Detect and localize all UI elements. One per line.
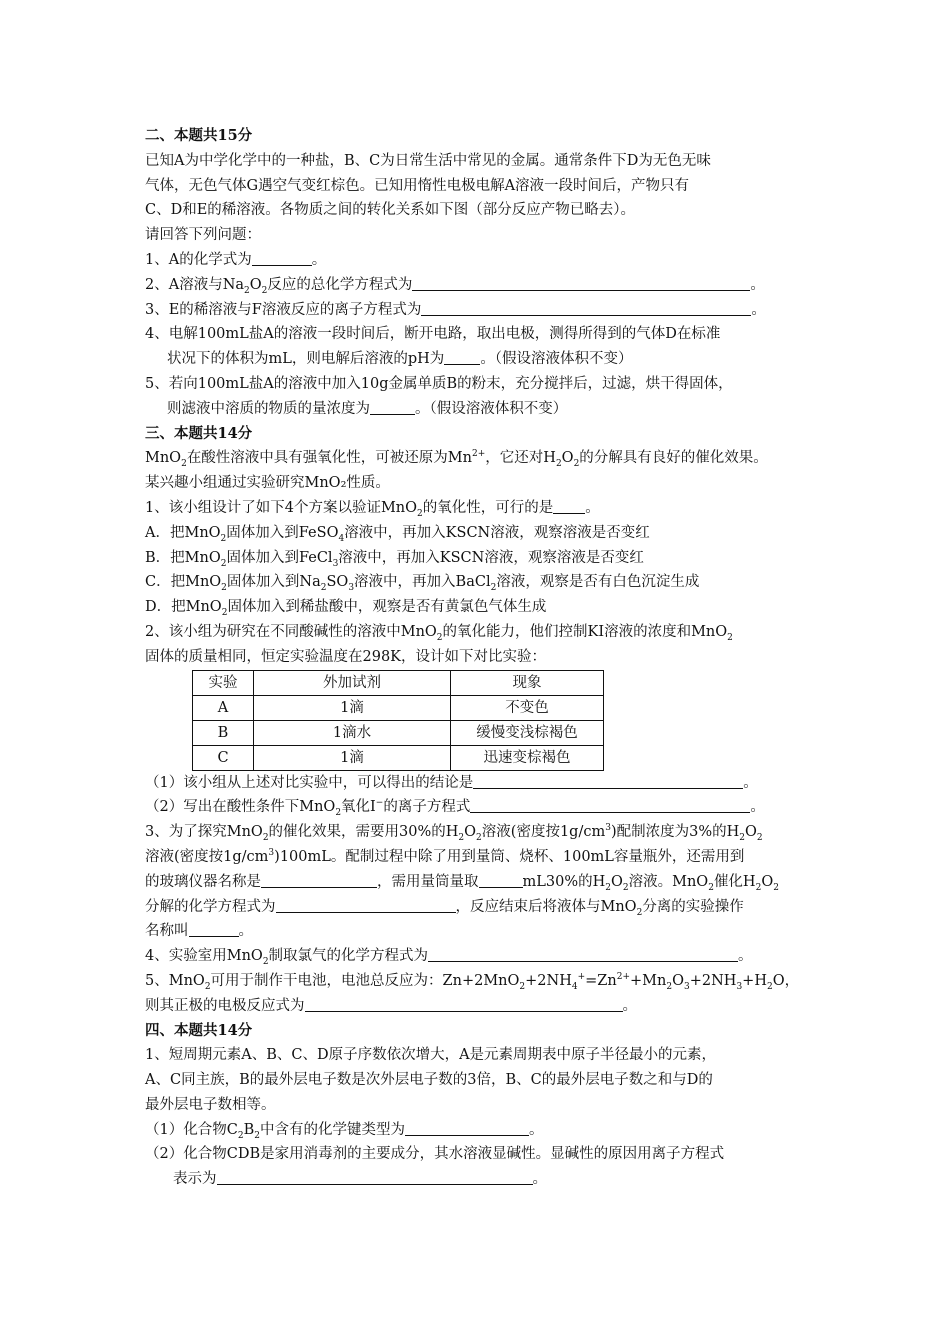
answer-blank[interactable] bbox=[428, 946, 738, 962]
section-3-title: 三、本题共14分 bbox=[145, 424, 253, 442]
table-header-cell: 外加试剂 bbox=[254, 670, 451, 695]
s3-intro-line: MnO$_2$在酸性溶液中具有强氧化性，可被还原为$Mn^{2+}$，它还对$H_2O_2$的分解具有良好的催化效果。 bbox=[145, 449, 768, 470]
answer-blank[interactable] bbox=[370, 399, 415, 415]
table-cell: 缓慢变浅棕褐色 bbox=[451, 720, 604, 745]
section-2-title: 二、本题共15分 bbox=[145, 127, 253, 144]
s2-question-4: 4、电解100mL盐A的溶液一段时间后，断开电路，取出电极，测得所得到的气体D在标准 bbox=[145, 326, 721, 343]
answer-blank[interactable] bbox=[412, 275, 750, 291]
option-c: C．把MnO$_2$固体加入到$Na_2SO_3$溶液中，再加入BaCl$_2$溶液，观察是否有白色沉淀生成 bbox=[145, 574, 700, 594]
s3-question-2-part-1: （1）该小组从上述对比实验中，可以得出的结论是 。 bbox=[145, 774, 758, 791]
answer-blank[interactable] bbox=[305, 996, 623, 1012]
s2-question-1: 1、A的化学式为 。 bbox=[145, 251, 327, 268]
s3-question-5-cont: 则其正极的电极反应式为 。 bbox=[145, 997, 637, 1014]
table-row bbox=[193, 720, 604, 745]
table-cell: 不变色 bbox=[451, 695, 604, 720]
s4-question-1-cont: 最外层电子数相等。 bbox=[145, 1096, 276, 1113]
option-a: A．把MnO$_2$固体加入到FeSO$_4$溶液中，再加入KSCN溶液，观察溶液是否变红 bbox=[145, 524, 650, 544]
s4-question-1-part-1: （1）化合物$C_2B_2$中含有的化学键类型为 。 bbox=[145, 1121, 544, 1141]
exam-page bbox=[145, 124, 815, 1192]
s3-question-4: 4、实验室用MnO$_2$制取氯气的化学方程式为 。 bbox=[145, 948, 753, 967]
s3-question-1: 1、该小组设计了如下4个方案以验证MnO$_2$的氧化性，可行的是 。 bbox=[145, 499, 600, 519]
table-cell: A bbox=[193, 695, 254, 720]
option-b: B．把MnO$_2$固体加入到FeCl$_3$溶液中，再加入KSCN溶液，观察溶液是否变红 bbox=[145, 549, 644, 569]
table-header-row bbox=[193, 670, 604, 695]
table-cell: 1滴 bbox=[254, 695, 451, 720]
table-cell: 迅速变棕褐色 bbox=[451, 745, 604, 770]
s3-question-3-cont: 名称叫 。 bbox=[145, 923, 253, 940]
s3-question-5: 5、MnO$_2$可用于制作干电池，电池总反应为：$Zn+2MnO_2+2NH_4^+=Zn^{2+}+Mn_2O_3+2NH_3+H_2O$， bbox=[145, 972, 800, 992]
answer-blank[interactable] bbox=[261, 872, 377, 888]
table-row bbox=[193, 695, 604, 720]
s3-intro-line: 某兴趣小组通过实验研究MnO₂性质。 bbox=[145, 475, 390, 492]
s2-question-5: 5、若向100mL盐A的溶液中加入10g金属单质B的粉末，充分搅拌后，过滤，烘干得固体， bbox=[145, 375, 733, 392]
answer-blank[interactable] bbox=[470, 797, 750, 813]
s2-intro-line: 已知A为中学化学中的一种盐，B、C为日常生活中常见的金属。通常条件下D为无色无味 bbox=[145, 152, 711, 169]
s2-question-3: 3、E的稀溶液与F溶液反应的离子方程式为 。 bbox=[145, 301, 766, 318]
s2-intro-line: 请回答下列问题： bbox=[145, 227, 261, 244]
s3-question-2: 2、该小组为研究在不同酸碱性的溶液中MnO$_2$的氧化能力，他们控制KI溶液的浓度和MnO$_2$ bbox=[145, 623, 733, 643]
s3-question-3-cont: 分解的化学方程式为 ，反应结束后将液体与MnO$_2$分离的实验操作 bbox=[145, 898, 744, 918]
s3-question-3: 3、为了探究MnO$_2$的催化效果，需要用30%的$H_2O_2$溶液(密度按$1g/cm^3$)配制浓度为3%的$H_2O_2$ bbox=[145, 823, 763, 844]
table-header-cell: 实验 bbox=[193, 670, 254, 695]
option-d: D．把MnO$_2$固体加入到稀盐酸中，观察是否有黄氯色气体生成 bbox=[145, 599, 547, 619]
s3-question-2-part-2: （2）写出在酸性条件下MnO$_2$氧化I−的离子方程式 。 bbox=[145, 798, 765, 819]
s4-question-1: 1、短周期元素A、B、C、D原子序数依次增大，A是元素周期表中原子半径最小的元素， bbox=[145, 1047, 717, 1064]
table-header-cell: 现象 bbox=[451, 670, 604, 695]
s4-question-1-part-2-cont: 表示为 。 bbox=[173, 1171, 547, 1188]
s2-question-2: 2、A溶液与$Na_2O_2$反应的总化学方程式为 。 bbox=[145, 276, 765, 296]
s4-question-1-part-2: （2）化合物CDB是家用消毒剂的主要成分，其水溶液显碱性。显碱性的原因用离子方程式 bbox=[145, 1146, 725, 1163]
table-row bbox=[193, 745, 604, 770]
s3-question-3-cont: 的玻璃仪器名称是 ，需用量筒量取 mL30%的$H_2O_2$溶液。MnO$_2$催化$H_2O_2$ bbox=[145, 873, 779, 893]
table-cell: 1滴 bbox=[254, 745, 451, 770]
answer-blank[interactable] bbox=[252, 250, 312, 266]
answer-blank[interactable] bbox=[276, 897, 456, 913]
table-cell: B bbox=[193, 720, 254, 745]
s3-question-3-cont: 溶液(密度按$1g/cm^3)100mL$。配制过程中除了用到量筒、烧杯、100mL容量瓶外，还需用到 bbox=[145, 848, 745, 865]
table-cell: C bbox=[193, 745, 254, 770]
answer-blank[interactable] bbox=[479, 872, 523, 888]
s2-question-4-cont: 状况下的体积为mL，则电解后溶液的pH为 。（假设溶液体积不变） bbox=[167, 351, 633, 368]
answer-blank[interactable] bbox=[444, 349, 480, 365]
s3-question-2-cont: 固体的质量相同，恒定实验温度在298K，设计如下对比实验： bbox=[145, 648, 547, 665]
answer-blank[interactable] bbox=[189, 921, 239, 937]
experiment-table bbox=[192, 670, 604, 771]
answer-blank[interactable] bbox=[405, 1120, 529, 1136]
s2-intro-line: C、D和E的稀溶液。各物质之间的转化关系如下图（部分反应产物已略去）。 bbox=[145, 202, 636, 219]
s2-intro-line: 气体，无色气体G遇空气变红棕色。已知用惰性电极电解A溶液一段时间后，产物只有 bbox=[145, 177, 690, 194]
s4-question-1-cont: A、C同主族，B的最外层电子数是次外层电子数的3倍，B、C的最外层电子数之和与D的 bbox=[145, 1072, 713, 1089]
table-cell: 1滴水 bbox=[254, 720, 451, 745]
section-4-title: 四、本题共14分 bbox=[145, 1021, 253, 1039]
answer-blank[interactable] bbox=[421, 300, 751, 316]
answer-blank[interactable] bbox=[553, 498, 585, 514]
s2-question-5-cont: 则滤液中溶质的物质的量浓度为 。（假设溶液体积不变） bbox=[167, 400, 568, 417]
answer-blank[interactable] bbox=[473, 773, 743, 789]
answer-blank[interactable] bbox=[217, 1169, 533, 1185]
